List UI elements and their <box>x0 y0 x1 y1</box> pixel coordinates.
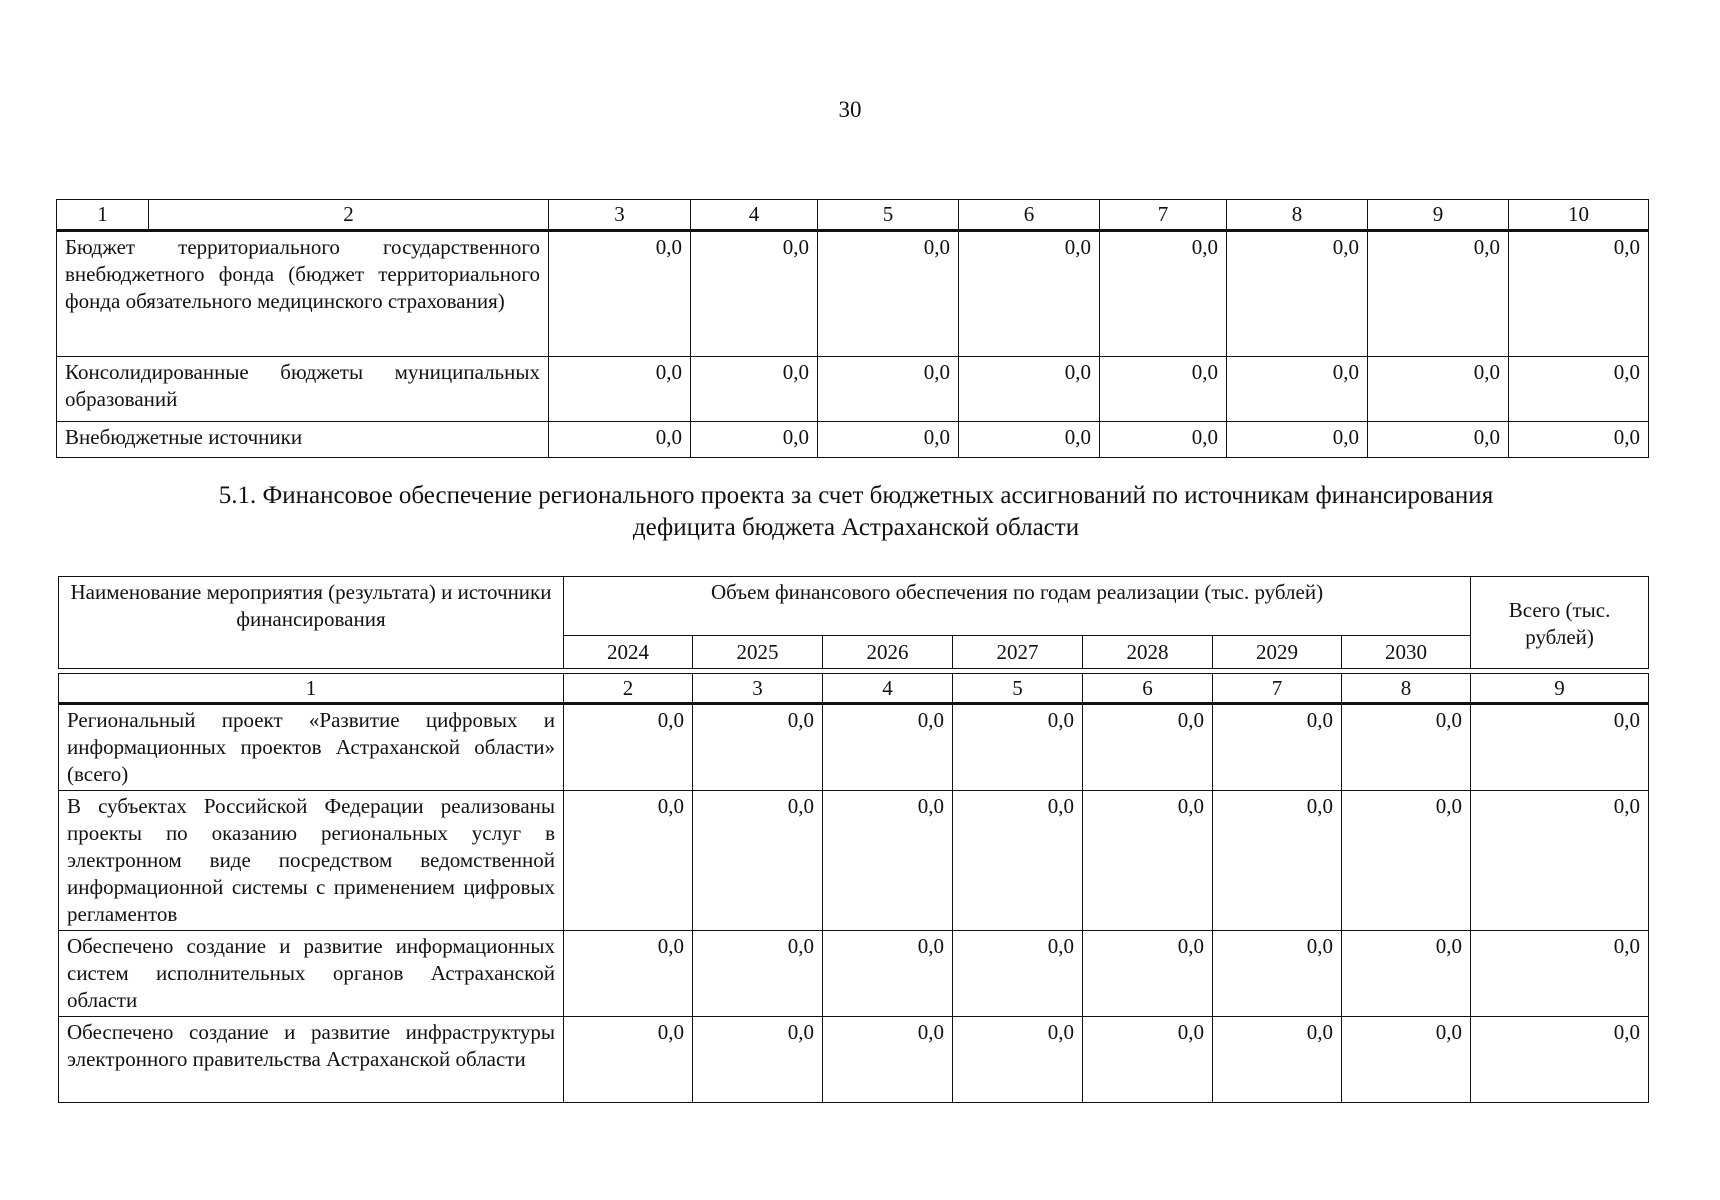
cell-value: 0,0 <box>564 704 693 791</box>
column-number: 7 <box>1100 200 1227 231</box>
year-cell: 2025 <box>693 636 823 669</box>
cell-value: 0,0 <box>823 931 953 1017</box>
column-number: 5 <box>818 200 959 231</box>
cell-value: 0,0 <box>818 422 959 458</box>
table-row <box>59 931 1649 1017</box>
cell-value: 0,0 <box>1083 1017 1213 1103</box>
year-cell: 2028 <box>1083 636 1213 669</box>
table-row <box>59 791 1649 931</box>
funding-table-header <box>58 576 1649 669</box>
cell-value: 0,0 <box>564 791 693 931</box>
row-name: Консолидированные бюджеты муниципальных образований <box>57 357 549 422</box>
year-cell: 2027 <box>953 636 1083 669</box>
column-number: 9 <box>1471 674 1649 704</box>
cell-value: 0,0 <box>693 1017 823 1103</box>
year-cell: 2030 <box>1342 636 1471 669</box>
column-number: 3 <box>693 674 823 704</box>
column-number: 8 <box>1342 674 1471 704</box>
cell-value: 0,0 <box>1471 931 1649 1017</box>
cell-value: 0,0 <box>953 791 1083 931</box>
section-title-line: 5.1. Финансовое обеспечение регионального проекта за счет бюджетных ассигнований по источникам финансирования <box>218 482 1494 509</box>
column-number: 10 <box>1509 200 1649 231</box>
column-number: 4 <box>691 200 818 231</box>
cell-value: 0,0 <box>1213 931 1342 1017</box>
cell-value: 0,0 <box>1083 931 1213 1017</box>
cell-value: 0,0 <box>1471 704 1649 791</box>
cell-value: 0,0 <box>549 422 691 458</box>
column-number: 1 <box>59 674 564 704</box>
column-number-row <box>57 200 1649 231</box>
header-total: Всего (тыс. рублей) <box>1471 577 1649 669</box>
cell-value: 0,0 <box>818 231 959 357</box>
column-number: 1 <box>57 200 149 231</box>
cell-value: 0,0 <box>1368 231 1509 357</box>
cell-value: 0,0 <box>959 422 1100 458</box>
cell-value: 0,0 <box>1100 357 1227 422</box>
header-row <box>59 577 1649 636</box>
cell-value: 0,0 <box>959 231 1100 357</box>
cell-value: 0,0 <box>1342 1017 1471 1103</box>
cell-value: 0,0 <box>1509 231 1649 357</box>
cell-value: 0,0 <box>953 1017 1083 1103</box>
cell-value: 0,0 <box>549 231 691 357</box>
column-number: 2 <box>564 674 693 704</box>
cell-value: 0,0 <box>1342 931 1471 1017</box>
year-cell: 2029 <box>1213 636 1342 669</box>
cell-value: 0,0 <box>1509 422 1649 458</box>
column-number: 6 <box>959 200 1100 231</box>
table-row <box>57 422 1649 458</box>
column-number: 4 <box>823 674 953 704</box>
column-number: 5 <box>953 674 1083 704</box>
cell-value: 0,0 <box>564 1017 693 1103</box>
cell-value: 0,0 <box>691 422 818 458</box>
cell-value: 0,0 <box>1213 704 1342 791</box>
header-name: Наименование мероприятия (результата) и источники финансирования <box>59 577 564 669</box>
column-number: 3 <box>549 200 691 231</box>
column-number: 7 <box>1213 674 1342 704</box>
cell-value: 0,0 <box>1342 704 1471 791</box>
cell-value: 0,0 <box>823 791 953 931</box>
cell-value: 0,0 <box>953 931 1083 1017</box>
year-cell: 2024 <box>564 636 693 669</box>
cell-value: 0,0 <box>1213 791 1342 931</box>
table-row <box>57 231 1649 357</box>
cell-value: 0,0 <box>564 931 693 1017</box>
cell-value: 0,0 <box>1227 357 1368 422</box>
header-volume: Объем финансового обеспечения по годам реализации (тыс. рублей) <box>564 577 1471 636</box>
cell-value: 0,0 <box>693 704 823 791</box>
cell-value: 0,0 <box>693 791 823 931</box>
cell-value: 0,0 <box>1227 231 1368 357</box>
row-name: Обеспечено создание и развитие информационных систем исполнительных органов Астраханской области <box>59 931 564 1017</box>
cell-value: 0,0 <box>1471 1017 1649 1103</box>
cell-value: 0,0 <box>691 357 818 422</box>
cell-value: 0,0 <box>1083 791 1213 931</box>
funding-table-body <box>58 673 1649 1103</box>
cell-value: 0,0 <box>1083 704 1213 791</box>
cell-value: 0,0 <box>1509 357 1649 422</box>
cell-value: 0,0 <box>1368 422 1509 458</box>
cell-value: 0,0 <box>1100 231 1227 357</box>
year-cell: 2026 <box>823 636 953 669</box>
column-number: 8 <box>1227 200 1368 231</box>
table-row <box>59 1017 1649 1103</box>
cell-value: 0,0 <box>1100 422 1227 458</box>
cell-value: 0,0 <box>823 704 953 791</box>
cell-value: 0,0 <box>1342 791 1471 931</box>
cell-value: 0,0 <box>823 1017 953 1103</box>
cell-value: 0,0 <box>1471 791 1649 931</box>
cell-value: 0,0 <box>1227 422 1368 458</box>
row-name: Внебюджетные источники <box>57 422 549 458</box>
cell-value: 0,0 <box>953 704 1083 791</box>
cell-value: 0,0 <box>1368 357 1509 422</box>
column-number: 6 <box>1083 674 1213 704</box>
column-number-row <box>59 674 1649 704</box>
cell-value: 0,0 <box>959 357 1100 422</box>
table-row <box>59 704 1649 791</box>
section-title <box>60 480 1652 544</box>
row-name: Региональный проект «Развитие цифровых и информационных проектов Астраханской области» (всего) <box>59 704 564 791</box>
row-name: Обеспечено создание и развитие инфраструктуры электронного правительства Астраханской области <box>59 1017 564 1103</box>
cell-value: 0,0 <box>549 357 691 422</box>
cell-value: 0,0 <box>693 931 823 1017</box>
cell-value: 0,0 <box>818 357 959 422</box>
row-name: В субъектах Российской Федерации реализованы проекты по оказанию региональных услуг в электронном виде посредством ведомственной информационной системы с применением цифровых регламентов <box>59 791 564 931</box>
column-number: 9 <box>1368 200 1509 231</box>
table-row <box>57 357 1649 422</box>
row-name: Бюджет территориального государственного внебюджетного фонда (бюджет территориального фонда обязательного медицинского страхования) <box>57 231 549 357</box>
section-title-line: дефицита бюджета Астраханской области <box>632 514 1080 541</box>
cell-value: 0,0 <box>1213 1017 1342 1103</box>
funding-table-continuation <box>56 199 1649 458</box>
cell-value: 0,0 <box>691 231 818 357</box>
column-number: 2 <box>149 200 549 231</box>
page-number: 30 <box>838 97 862 122</box>
